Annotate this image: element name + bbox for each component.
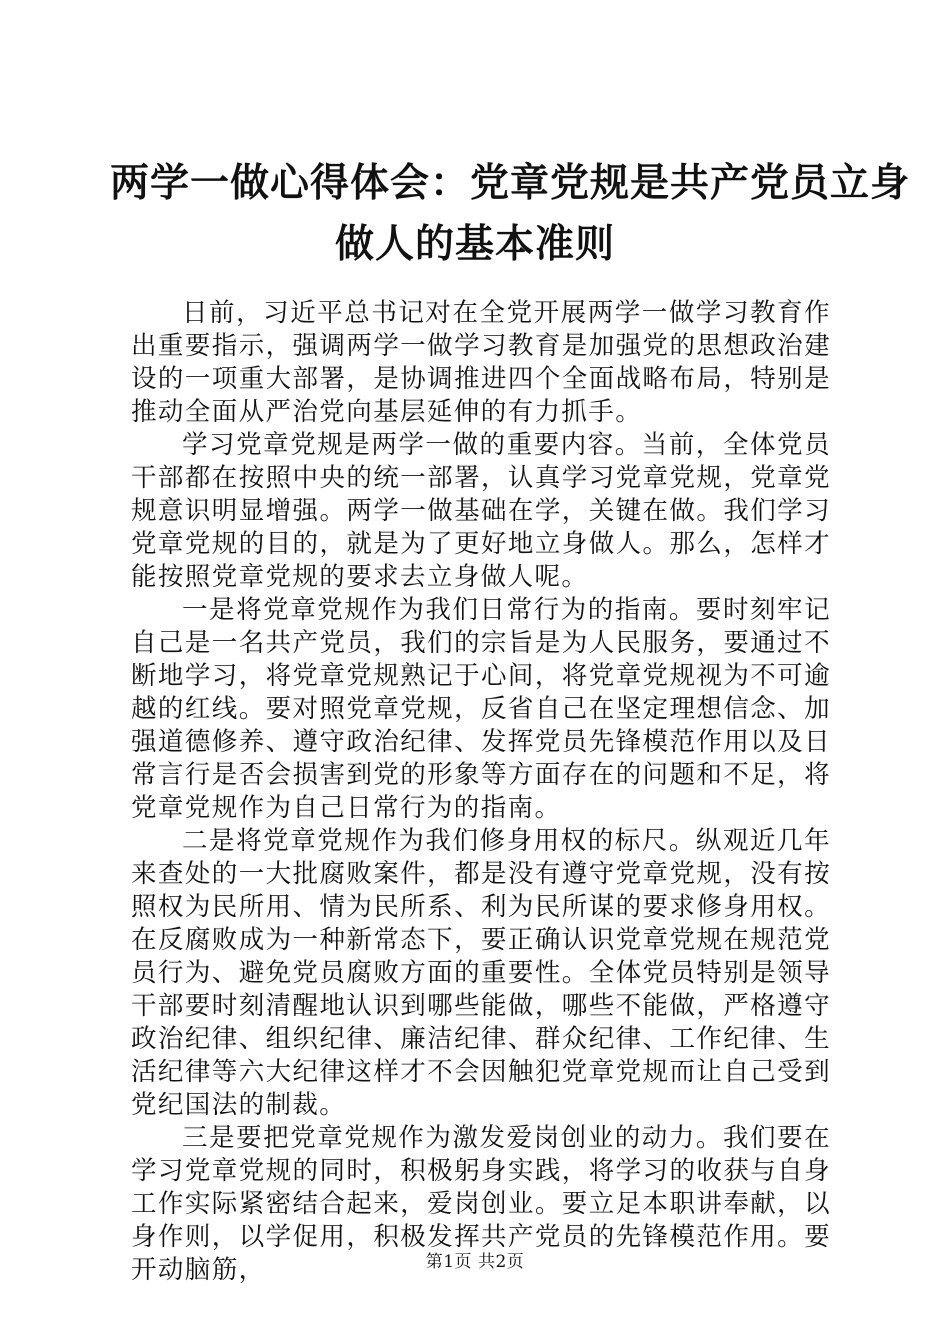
document-title-line-1: 两学一做心得体会：党章党规是共产党员立身 bbox=[110, 160, 911, 206]
page-number-footer: 第1页 共2页 bbox=[425, 1252, 525, 1272]
paragraph-5: 三是要把党章党规作为激发爱岗创业的动力。我们要在学习党章党规的同时，积极躬身实践，将学习的收获与自身工作实际紧密结合起来，爱岗创业。要立足本职讲奉献，以身作则，以学促用，积极发挥共产党员的先锋模范作用。要开动脑筋， bbox=[131, 1123, 831, 1285]
document-title-line-2: 做人的基本准则 bbox=[334, 221, 615, 267]
paragraph-3: 一是将党章党规作为我们日常行为的指南。要时刻牢记自己是一名共产党员，我们的宗旨是为人民服务，要通过不断地学习，将党章党规熟记于心间，将党章党规视为不可逾越的红线。要对照党章党规，反省自己在坚定理想信念、加强道德修养、遵守政治纪律、发挥党员先锋模范作用以及日常言行是否会损害到党的形象等方面存在的问题和不足，将党章党规作为自己日常行为的指南。 bbox=[131, 595, 831, 823]
paragraph-4: 二是将党章党规作为我们修身用权的标尺。纵观近几年来查处的一大批腐败案件，都是没有遵守党章党规，没有按照权为民所用、情为民所系、利为民所谋的要求修身用权。在反腐败成为一种新常态下，要正确认识党章党规在规范党员行为、避免党员腐败方面的重要性。全体党员特别是领导干部要时刻清醒地认识到哪些能做，哪些不能做，严格遵守政治纪律、组织纪律、廉洁纪律、群众纪律、工作纪律、生活纪律等六大纪律这样才不会因触犯党章党规而让自己受到党纪国法的制裁。 bbox=[131, 826, 831, 1120]
paragraph-2: 学习党章党规是两学一做的重要内容。当前，全体党员干部都在按照中央的统一部署，认真学习党章党规，党章党规意识明显增强。两学一做基础在学，关键在做。我们学习党章党规的目的，就是为了更好地立身做人。那么，怎样才能按照党章党规的要求去立身做人呢。 bbox=[131, 430, 831, 592]
document-body bbox=[131, 297, 831, 1287]
paragraph-1: 日前，习近平总书记对在全党开展两学一做学习教育作出重要指示，强调两学一做学习教育是加强党的思想政治建设的一项重大部署，是协调推进四个全面战略布局，特别是推动全面从严治党向基层延伸的有力抓手。 bbox=[131, 298, 831, 427]
